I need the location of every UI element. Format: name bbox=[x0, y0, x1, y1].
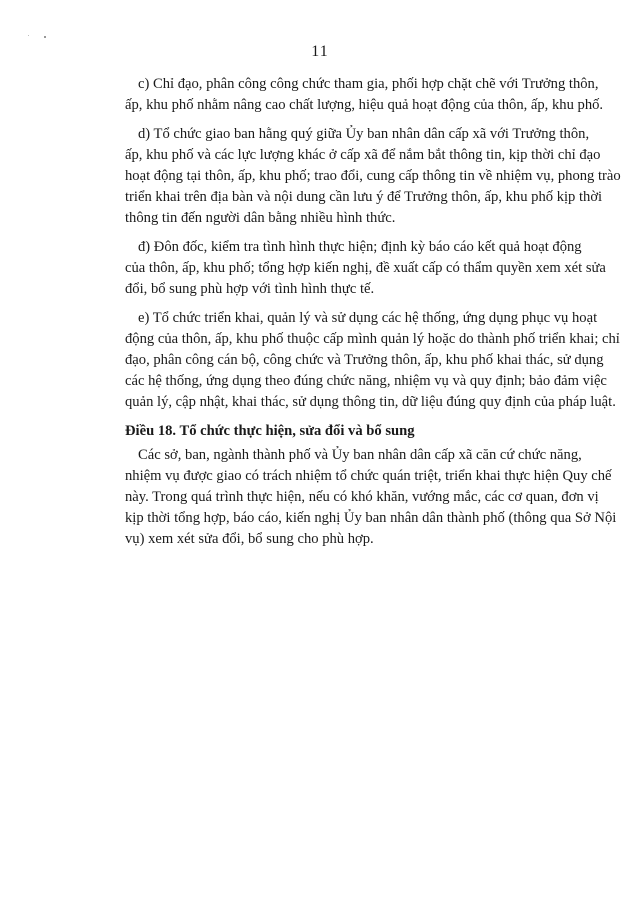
text-line: các hệ thống, ứng dụng theo đúng chức năng, nhiệm vụ và quy định; bảo đảm việc bbox=[125, 373, 607, 389]
article-18-paragraph bbox=[112, 445, 617, 550]
text-line: Các sở, ban, ngành thành phố và Ủy ban nhân dân cấp xã căn cứ chức năng, bbox=[138, 447, 582, 463]
text-line: d) Tổ chức giao ban hằng quý giữa Ủy ban nhân dân cấp xã với Trưởng thôn, bbox=[138, 126, 590, 142]
text-line: c) Chỉ đạo, phân công công chức tham gia, phối hợp chặt chẽ với Trưởng thôn, bbox=[138, 76, 599, 92]
document-body bbox=[112, 74, 621, 558]
text-line: e) Tổ chức triển khai, quản lý và sử dụng các hệ thống, ứng dụng phục vụ hoạt bbox=[138, 310, 598, 326]
text-line: triển khai trên địa bàn và nội dung cần lưu ý để Trưởng thôn, ấp, khu phố kịp thời bbox=[125, 189, 603, 205]
text-line: kịp thời tổng hợp, báo cáo, kiến nghị Ủy ban nhân dân thành phố (thông qua Sở Nội bbox=[125, 510, 617, 526]
paragraph-c bbox=[112, 74, 604, 116]
paragraph-dd bbox=[112, 237, 606, 300]
article-18-title: Điều 18. Tổ chức thực hiện, sửa đổi và bổ sung bbox=[125, 423, 415, 439]
paragraph-e bbox=[112, 308, 620, 413]
text-line: nhiệm vụ được giao có trách nhiệm tổ chức quán triệt, triển khai thực hiện Quy chế bbox=[125, 468, 612, 484]
text-line: này. Trong quá trình thực hiện, nếu có khó khăn, vướng mắc, các cơ quan, đơn vị bbox=[125, 489, 599, 505]
text-line: ấp, khu phố nhằm nâng cao chất lượng, hiệu quả hoạt động của thôn, ấp, khu phố. bbox=[125, 97, 604, 113]
text-line: hoạt động tại thôn, ấp, khu phố; trao đổi, cung cấp thông tin về nhiệm vụ, phong trào bbox=[125, 168, 621, 184]
text-line: đạo, phân công cán bộ, công chức và Trưởng thôn, ấp, khu phố khai thác, sử dụng bbox=[125, 352, 604, 368]
text-line: đổi, bổ sung phù hợp với tình hình thực tế. bbox=[125, 281, 375, 297]
scan-artifact bbox=[44, 36, 46, 38]
text-line: động của thôn, ấp, khu phố thuộc cấp mình quản lý hoặc do thành phố triển khai; chỉ bbox=[125, 331, 620, 347]
paragraph-d bbox=[112, 124, 621, 229]
text-line: thông tin đến người dân bằng nhiều hình thức. bbox=[125, 210, 396, 226]
page-number: 11 bbox=[311, 43, 329, 60]
text-line: quản lý, cập nhật, khai thác, sử dụng thông tin, dữ liệu đúng quy định của pháp luật. bbox=[125, 394, 616, 410]
scan-artifact bbox=[28, 35, 29, 36]
text-line: vụ) xem xét sửa đổi, bổ sung cho phù hợp. bbox=[125, 531, 374, 547]
text-line: đ) Đôn đốc, kiểm tra tình hình thực hiện; định kỳ báo cáo kết quả hoạt động bbox=[138, 239, 582, 255]
text-line: ấp, khu phố và các lực lượng khác ở cấp xã để nắm bắt thông tin, kịp thời chỉ đạo bbox=[125, 147, 601, 163]
text-line: của thôn, ấp, khu phố; tổng hợp kiến nghị, đề xuất cấp có thẩm quyền xem xét sửa bbox=[125, 260, 606, 276]
